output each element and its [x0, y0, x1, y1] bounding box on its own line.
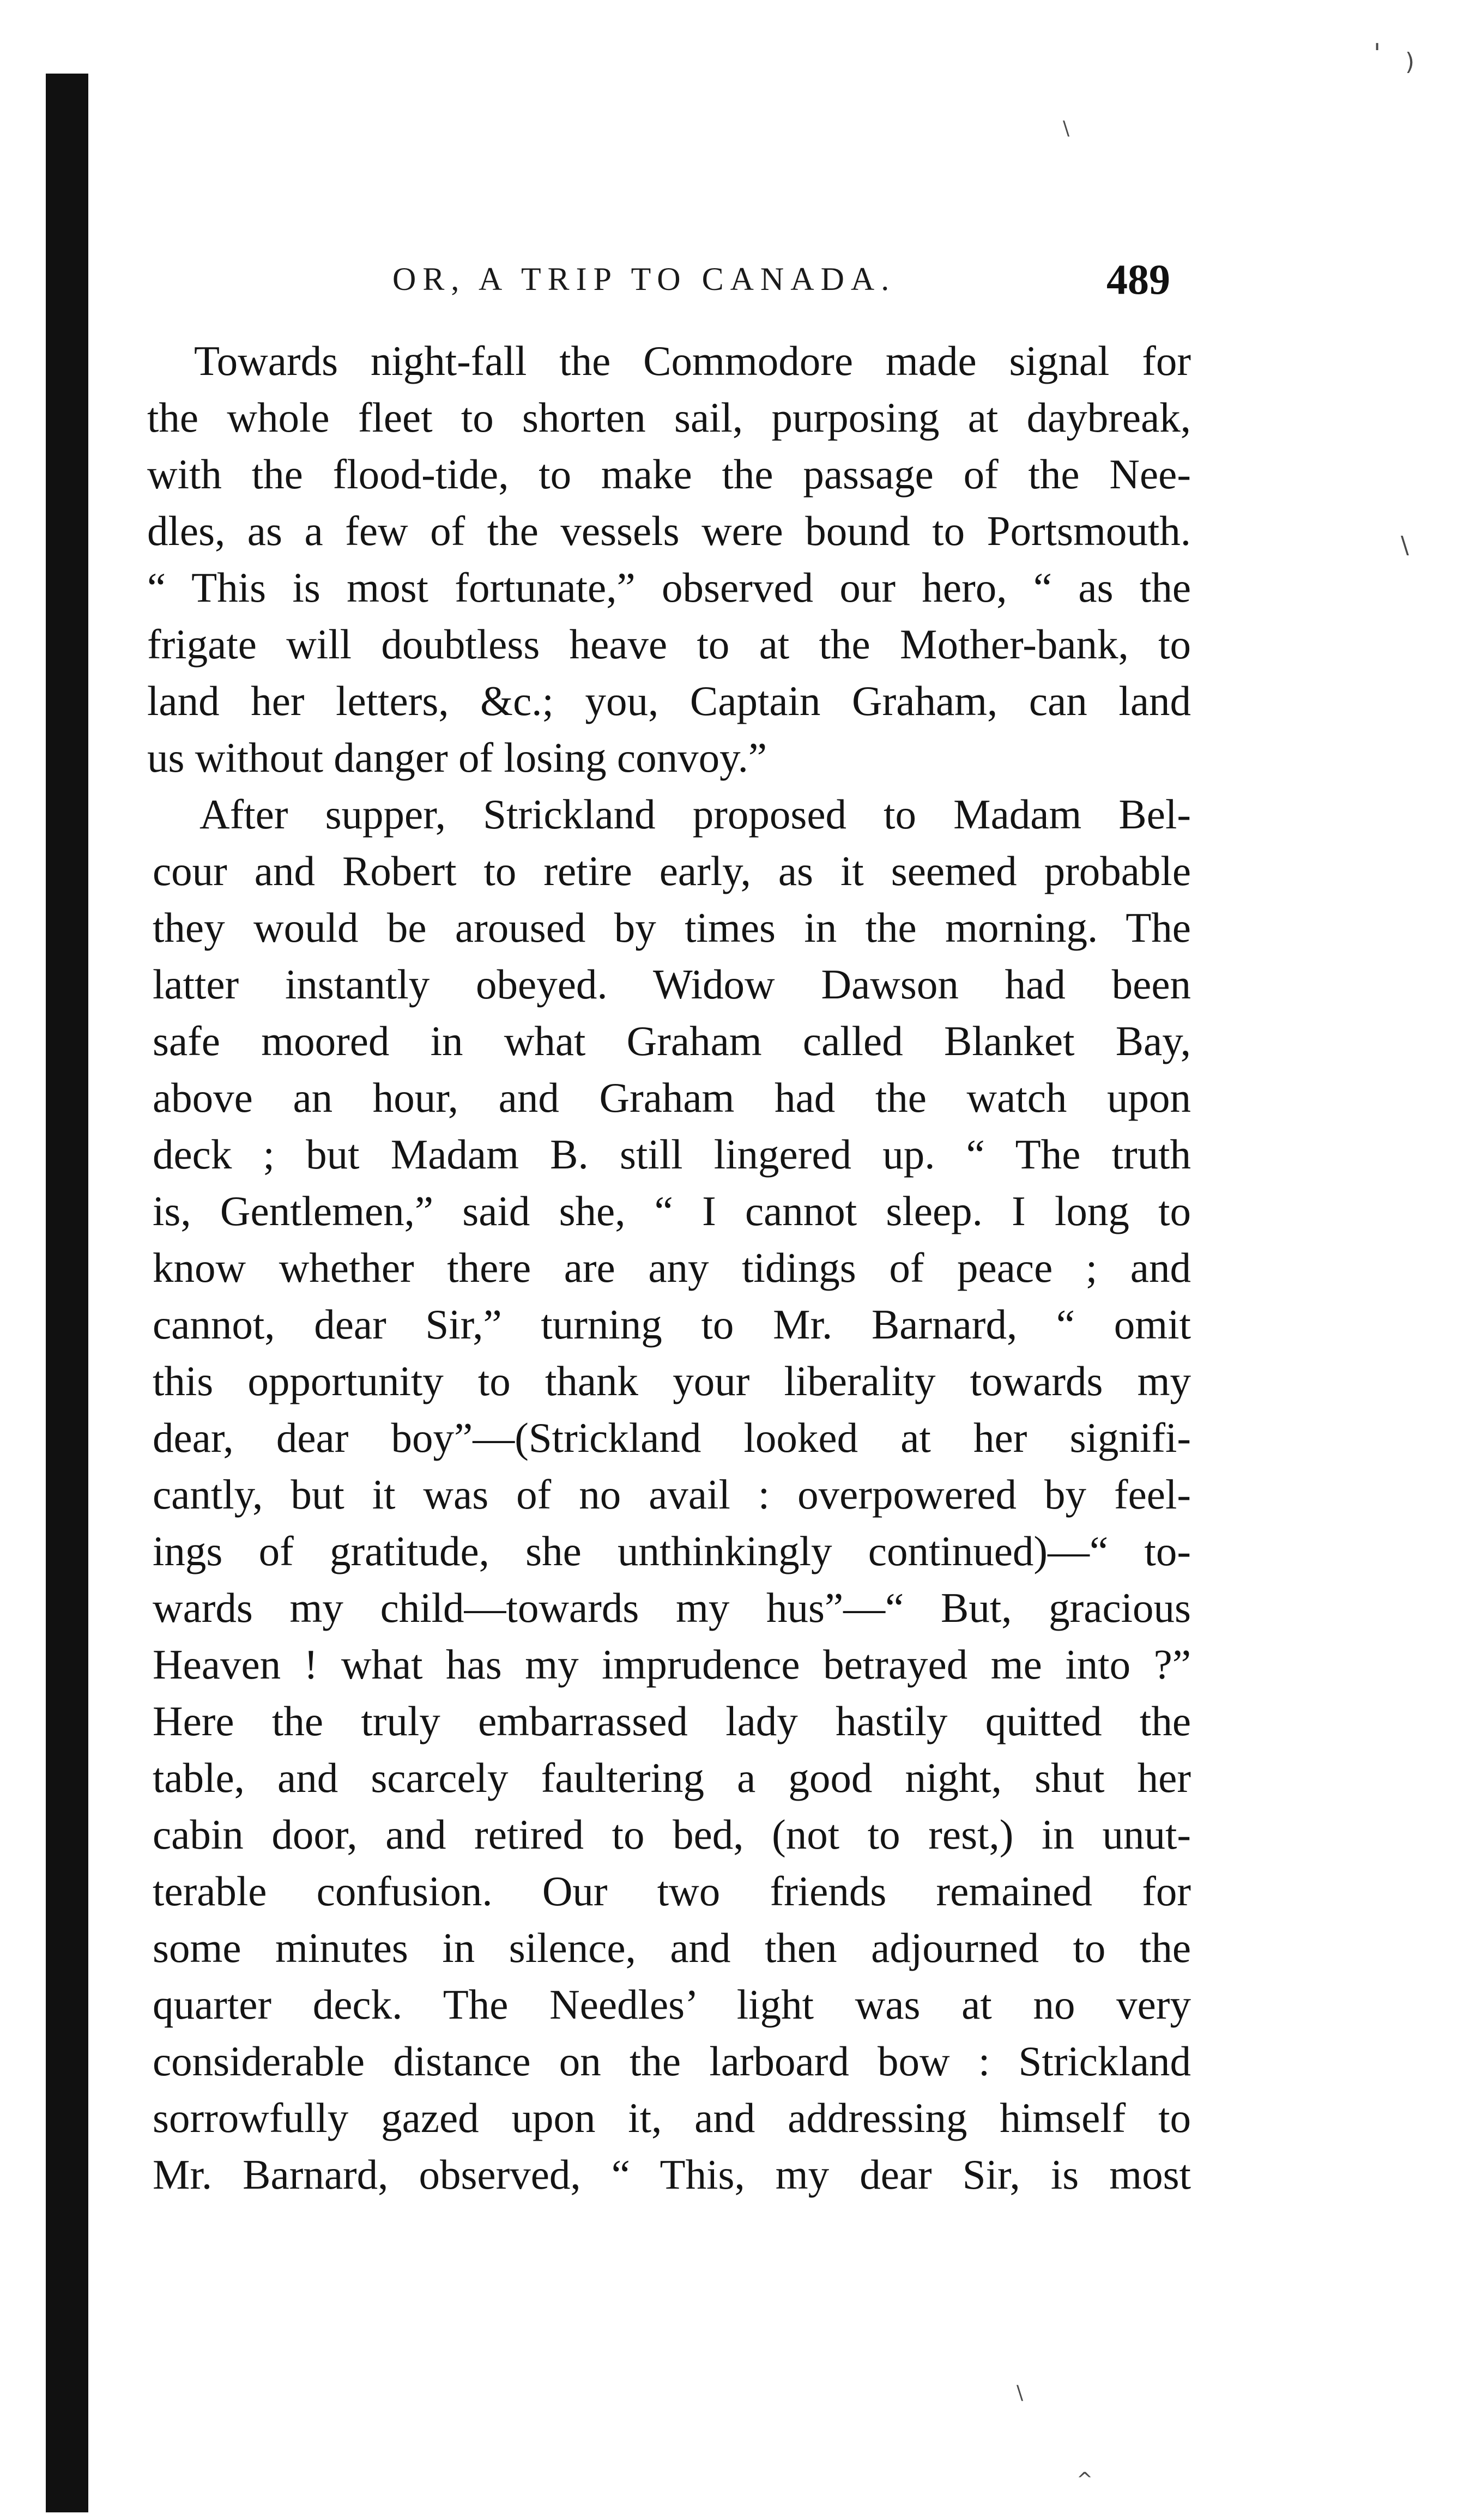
text-line: latter instantly obeyed. Widow Dawson had been: [153, 961, 1191, 1008]
text-line: After supper, Strickland proposed to Madam Bel-: [199, 791, 1191, 838]
text-line: frigate will doubtless heave to at the Mother-bank, to: [147, 621, 1191, 668]
text-line: Towards night-fall the Commodore made signal for: [194, 337, 1191, 384]
text-line: deck ; but Madam B. still lingered up. “ The truth: [153, 1131, 1191, 1178]
text-line: the whole fleet to shorten sail, purposing at daybreak,: [147, 394, 1191, 441]
text-line: is, Gentlemen,” said she, “ I cannot sleep. I long to: [153, 1188, 1191, 1234]
page-header: [164, 255, 1199, 315]
text-line: Here the truly embarrassed lady hastily quitted the: [153, 1698, 1191, 1744]
text-line: Mr. Barnard, observed, “ This, my dear Sir, is most: [153, 2151, 1191, 2198]
text-line: some minutes in silence, and then adjourned to the: [153, 1924, 1191, 1971]
page-number: 489: [1106, 256, 1170, 303]
text-line: terable confusion. Our two friends remained for: [153, 1868, 1191, 1915]
text-line: cour and Robert to retire early, as it seemed probable: [153, 847, 1191, 894]
text-line: with the flood-tide, to make the passage of the Nee-: [147, 451, 1191, 498]
text-line: cantly, but it was of no avail : overpowered by feel-: [153, 1471, 1191, 1518]
text-line: sorrowfully gazed upon it, and addressing himself to: [153, 2094, 1191, 2141]
text-line: land her letters, &c.; you, Captain Graham, can land: [147, 677, 1191, 724]
text-line: wards my child—towards my hus”—“ But, gracious: [153, 1584, 1191, 1631]
text-line: know whether there are any tidings of peace ; and: [153, 1244, 1191, 1291]
text-line: they would be aroused by times in the morning. The: [153, 904, 1191, 951]
running-head: OR, A TRIP TO CANADA.: [392, 261, 896, 297]
text-line: us without danger of losing convoy.”: [147, 734, 767, 781]
text-line: safe moored in what Graham called Blanket Bay,: [153, 1017, 1191, 1064]
text-line: cannot, dear Sir,” turning to Mr. Barnard, “ omit: [153, 1301, 1191, 1348]
text-line: table, and scarcely faultering a good night, shut her: [153, 1754, 1191, 1801]
text-line: dear, dear boy”—(Strickland looked at her signifi-: [153, 1414, 1191, 1461]
text-line: quarter deck. The Needles’ light was at no very: [153, 1981, 1191, 2028]
text-line: ings of gratitude, she unthinkingly continued)—“ to-: [153, 1528, 1191, 1574]
page-edge-shadow: [46, 74, 88, 2512]
text-line: Heaven ! what has my imprudence betrayed me into ?”: [153, 1641, 1191, 1688]
text-line: considerable distance on the larboard bow : Strickland: [153, 2038, 1191, 2085]
text-line: this opportunity to thank your liberality towards my: [153, 1358, 1191, 1404]
paragraph-1: [147, 332, 1191, 786]
text-line: dles, as a few of the vessels were bound to Portsmouth.: [147, 507, 1191, 554]
text-line: cabin door, and retired to bed, (not to rest,) in unut-: [153, 1811, 1191, 1858]
text-line: above an hour, and Graham had the watch upon: [153, 1074, 1191, 1121]
paragraph-2: [147, 786, 1191, 2203]
body-text: [147, 332, 1191, 2203]
text-line: “ This is most fortunate,” observed our hero, “ as the: [147, 564, 1191, 611]
